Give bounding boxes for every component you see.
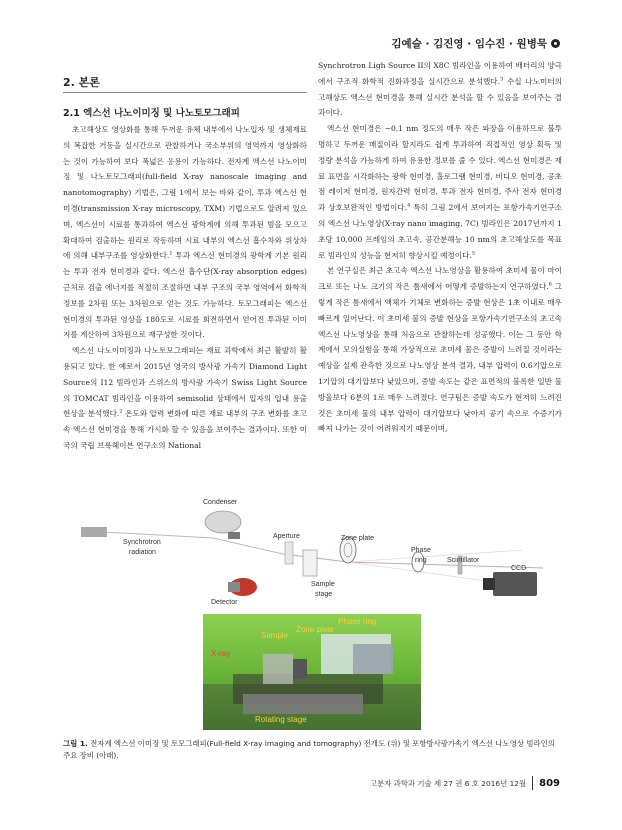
- beamline-photo-drawing: [203, 614, 421, 730]
- figure-caption: [63, 738, 561, 761]
- label-ccd: CCD: [511, 565, 527, 572]
- label-zone-plate: Zone plate: [341, 535, 375, 542]
- section-divider: [63, 92, 307, 93]
- paragraph: 엑스선 나노이미징과 나노토모그래피는 재료 과학에서 최근 활발히 활용되고 있다. 한 예로서 2015년 영국의 방사광 가속기 Diamond Light Source의 I12 빔라인과 스위스의 방사광 가속기 Swiss Light Source의 TOMCAT 빔라인을 이용하여 semisolid 상태에서 입자의 입내 용출현상을 분석했다.$^2$ 온도와 압력 변화에 따른 재료 내부의 구조 변화를 초고속 엑스선 현미경을 통해 가시화 할 수 있음을 보여주는 결과이다. 또한 미국의 국립 브룩헤이븐 연구소의 National: [63, 346, 307, 450]
- figure-1: [63, 492, 561, 734]
- condenser-icon: [205, 511, 241, 533]
- label-detector: Detector: [211, 599, 238, 606]
- ccd-camera-icon: [493, 572, 537, 596]
- authors-text: 김예슬 · 김진영 · 임수진 · 원병묵: [391, 38, 547, 50]
- left-column: [63, 122, 307, 454]
- aperture-icon: [285, 542, 293, 564]
- label-phase: Phase: [411, 547, 431, 554]
- page-number: 809: [539, 777, 560, 789]
- synchrotron-source-icon: [81, 527, 107, 537]
- label-scintillator: Scintillator: [447, 557, 480, 564]
- journal-info: 고분자 과학과 기술 제 27 권 6 호 2016년 12월: [369, 778, 527, 788]
- caption-label: 그림 1.: [63, 739, 88, 748]
- sample-stage-icon: [303, 550, 317, 576]
- photo-label-sample: Sample: [261, 631, 289, 640]
- photo-label-zone-plate: Zone plate: [296, 625, 334, 634]
- paragraph: 초고해상도 영상화를 통해 두꺼운 유체 내부에서 나노입자 및 생체재료의 복잡한 거동을 실시간으로 관찰하거나 국소부위의 영역까지 영상화하는 것이 가능하여 보다 폭넓은 응용이 가능하다. 전자계 엑스선 나노이미징 및 나노토모그래피(full-field X-ray nanoscale imaging and nanotomography) 기법은, 그림 1에서 보는 바와 같이, 투과 엑스선 현미경(transmission X-ray microscopy, TXM) 기법으로도 알려져 있으며, 엑스선이 시료를 통과하여 엑스선 광학계에 의해 투과된 빔을 모으고 확대하여 검출하는 원리로 작동하며 시료 내부의 엑스선 흡수차와 위상차에 의해 내부구조를 영상화한다.$^1$ 투과 엑스선 현미경의 광학계 기본 원리는 투과 전자 현미경과 같다. 엑스선 흡수단(X-ray absorption edges) 근처로 검출 에너지를 적절히 조절하면 내부 구조의 국부 영역에서 화학적 정보를 2차원 또는 3차원으로 얻는 것도 가능하다. 토모그래피는 엑스선 현미경의 투과된 영상을 180도로 시료를 회전하면서 얻어진 투과된 이미지를 계산하여 3차원으로 재구성한 것이다.: [63, 125, 307, 340]
- label-sample: Sample: [311, 581, 335, 588]
- page-footer: [370, 776, 560, 790]
- footer-divider: [532, 776, 533, 790]
- section-title: 2. 본론: [63, 76, 100, 89]
- label-radiation: radiation: [129, 549, 156, 556]
- subsection-title: 2.1 엑스선 나노이미징 및 나노토모그래피: [63, 108, 240, 119]
- photo-label-xray: X-ray: [211, 649, 231, 658]
- label-condenser: Condenser: [203, 499, 238, 506]
- caption-text: 전자계 엑스선 이미징 및 토모그래피(Full-field X-ray imaging and tomography) 전개도 (위) 및 포항방사광가속기 엑스선 나노영상 빔라인의 주요 장비 (아래).: [63, 739, 555, 760]
- mirror-icon: [228, 532, 240, 539]
- label-stage: stage: [315, 591, 333, 598]
- beamline-equipment-photo: [203, 614, 421, 730]
- txm-schematic-diagram: [63, 492, 561, 612]
- photo-label-phase-ring: Phase ring: [338, 617, 377, 626]
- label-ring: ring: [415, 557, 427, 564]
- paragraph: Synchrotron Ligh Source II의 X8C 빔라인을 이용하여 배터리의 양극에서 구조적 화학적 진화과정을 실시간으로 분석했다.$^3$ 수십 나노미터의 고해상도 엑스선 현미경을 통해 실시간 분석을 할 수 있음을 보여주는 결과이다.: [318, 61, 562, 118]
- paragraph: 본 연구실은 최근 초고속 엑스선 나노영상을 활용하여 초미세 물이 마이크로 또는 나노 크기의 작은 틈새에서 어떻게 증발하는지 연구하였다.$^6$ 그렇게 작은 틈새에서 액체가 기체로 변화하는 증발 현상은 1초 이내로 매우 빠르게 일어난다. 이 초미세 물의 증발 현상을 포항가속기연구소의 초고속 엑스선 나노영상을 통해 처음으로 관찰하는데 성공했다. 이는 그 동안 학계에서 모의실험을 통해 가상적으로 초미세 물은 증발이 느려질 것이라는 예상을 실제 관측한 것으로 나노영상 분석 결과, 내부 압력이 0.6기압으로 1기압의 대기압보다 낮았으며, 증발 속도는 같은 표면적의 불록한 일반 물방울보다 6분의 1로 매우 느려졌다. 연구팀은 증발 속도가 현저히 느려진 것은 초미세 물의 내부 압력이 대기압보다 낮아져 공기 속으로 수증기가 빠져 나가는 것이 어려워지기 때문이며,: [318, 266, 562, 434]
- label-synchrotron: Synchrotron: [123, 539, 161, 546]
- label-aperture: Aperture: [273, 533, 300, 540]
- paragraph: 엑스선 현미경은 ~0.1 nm 정도의 매우 작은 파장을 이용하므로 불투명하고 두꺼운 매질이라 할지라도 쉽게 투과하여 직접적인 영상 획득 및 정량 분석을 가능하게 하여 유용한 정보를 줄 수 있다. 엑스선 현미경은 재료 표면을 시각화하는 광학 현미경, 홀로그램 현미경, 비디오 현미경, 공초점 레이저 현미경, 원자간력 현미경, 투과 전자 현미경, 주사 전자 현미경과 상호보완적인 방법이다.$^4$ 특히 그림 2에서 보여지는 포항가속기연구소의 엑스선 나노영상(X-ray nano imaging, 7C) 빔라인은 2017년까지 1초당 10,000 프레임의 초고속, 공간분해능 10 nm의 초고해상도를 목표로 빔라인의 성능을 현저히 향상시킬 예정이다.$^5$: [318, 124, 562, 260]
- header-bullet-icon: [551, 39, 560, 48]
- running-header-authors: [391, 36, 560, 51]
- right-column: [318, 58, 562, 437]
- photo-label-rotating-stage: Rotating stage: [255, 715, 307, 724]
